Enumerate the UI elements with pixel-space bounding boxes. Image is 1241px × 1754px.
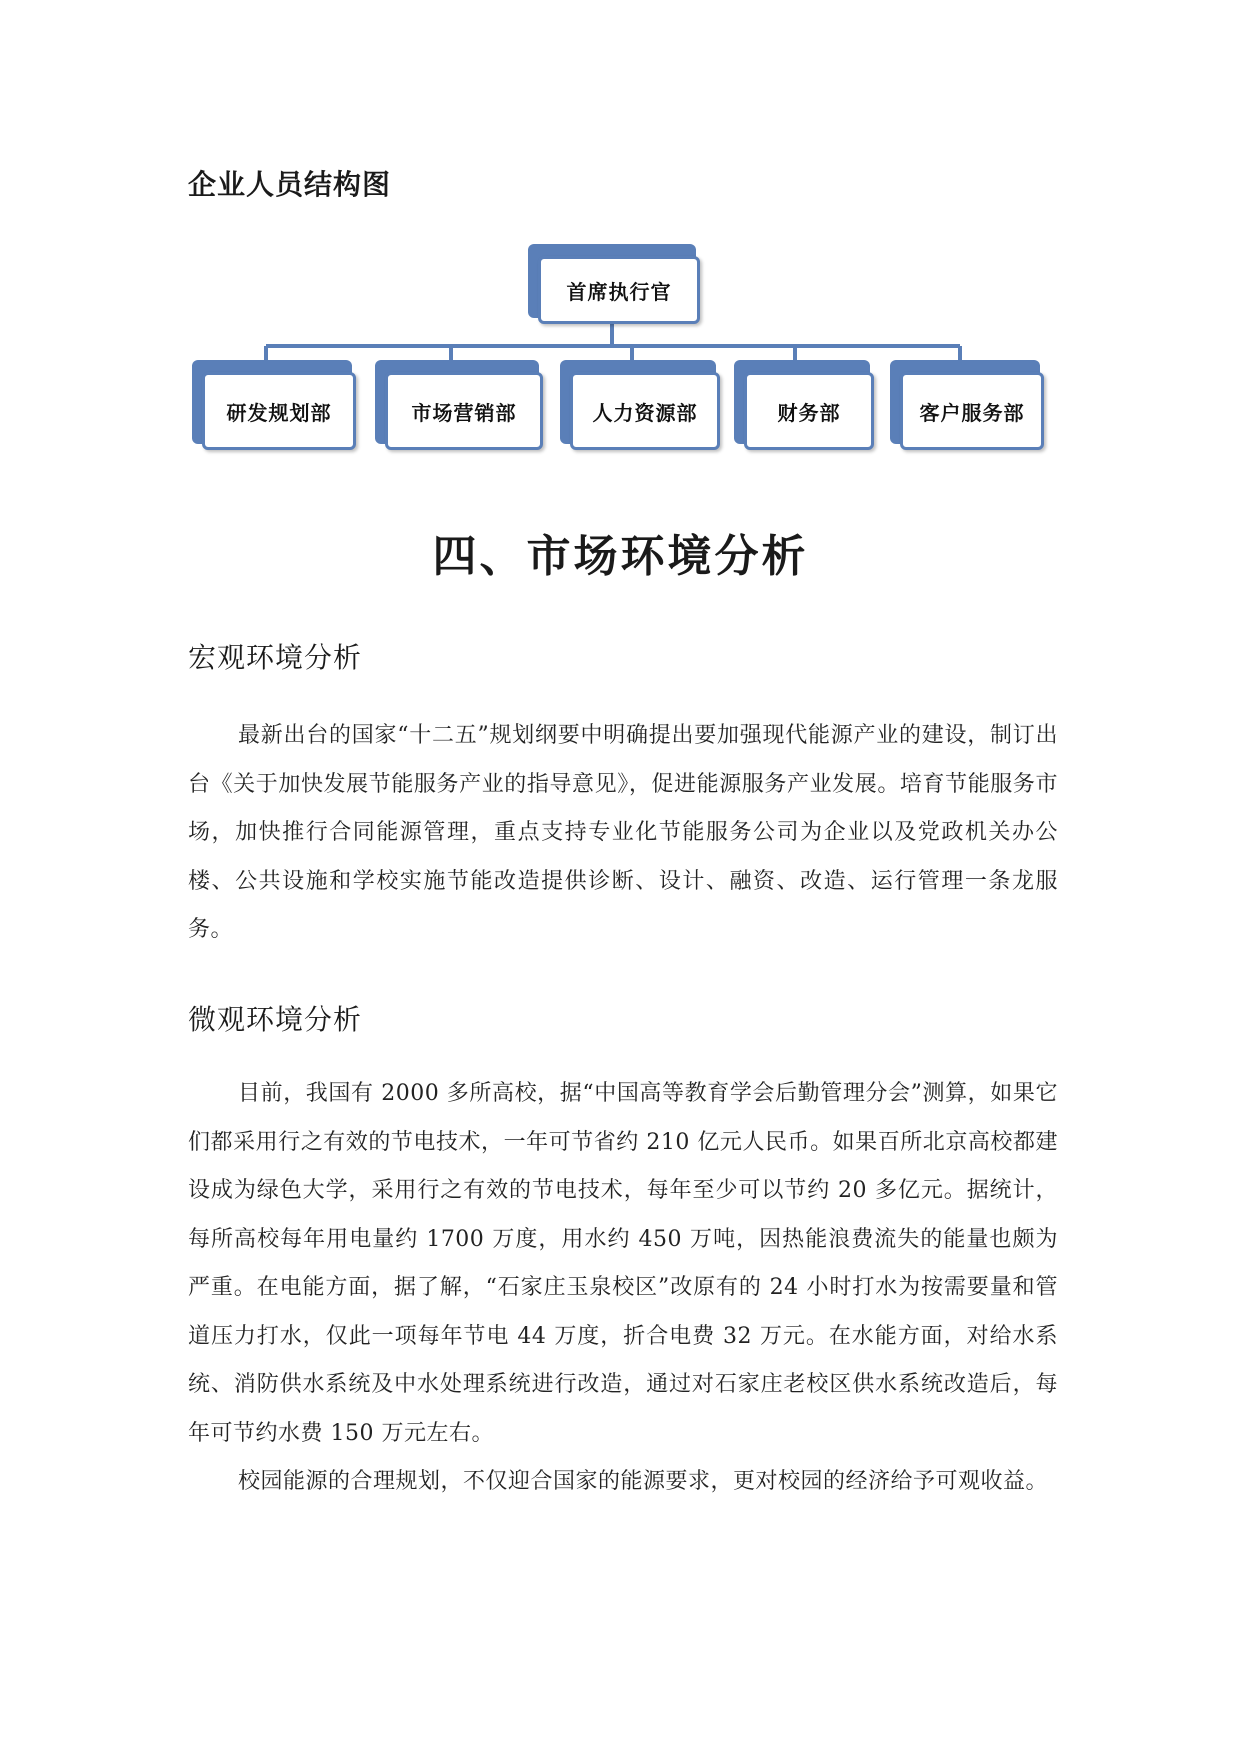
org-node-label: 客户服务部: [900, 372, 1044, 450]
micro-paragraph-2: 校园能源的合理规划，不仅迎合国家的能源要求，更对校园的经济给予可观收益。: [238, 1469, 1049, 1494]
micro-paragraph-1: 目前，我国有 2000 多所高校，据“中国高等教育学会后勤管理分会”测算，如果它们都采用行之有效的节电技术，一年可节省约 210 亿元人民币。如果百所北京高校都建设成为绿色大学，采用行之有效的节电技术，每年至少可以节约 20 多亿元。据统计，每所高校每年用电量约 1700 万度，用水约 450 万吨，因热能浪费流失的能量也颇为严重。在电能方面，据了解，“石家庄玉泉校区”改原有的 24 小时打水为按需要量和管道压力打水，仅此一项每年节电 44 万度，折合电费 32 万元。在水能方面，对给水系统、消防供水系统及中水处理系统进行改造，通过对石家庄老校区供水系统改造后，每年可节约水费 150 万元左右。: [188, 1081, 1058, 1446]
macro-paragraph: 最新出台的国家“十二五”规划纲要中明确提出要加强现代能源产业的建设，制订出台《关于加快发展节能服务产业的指导意见》，促进能源服务产业发展。培育节能服务市场，加快推行合同能源管理，重点支持专业化节能服务公司为企业以及党政机关办公楼、公共设施和学校实施节能改造提供诊断、设计、融资、改造、运行管理一条龙服务。: [188, 723, 1058, 942]
org-node-customer-service: [890, 360, 1040, 444]
section-title: 四、市场环境分析: [432, 531, 809, 582]
org-node-label: 人力资源部: [570, 372, 720, 450]
org-chart: [0, 0, 1241, 480]
org-node-marketing: [375, 360, 539, 444]
org-node-label: 首席执行官: [538, 256, 700, 324]
org-chart-title: 企业人员结构图: [188, 168, 392, 201]
macro-heading: 宏观环境分析: [188, 641, 363, 674]
org-node-label: 市场营销部: [385, 372, 543, 450]
org-node-ceo: [528, 244, 696, 318]
org-node-finance: [734, 360, 870, 444]
org-node-label: 研发规划部: [202, 372, 356, 450]
org-node-hr: [560, 360, 716, 444]
org-node-rd: [192, 360, 352, 444]
org-node-label: 财务部: [744, 372, 874, 450]
micro-heading: 微观环境分析: [188, 1003, 363, 1036]
